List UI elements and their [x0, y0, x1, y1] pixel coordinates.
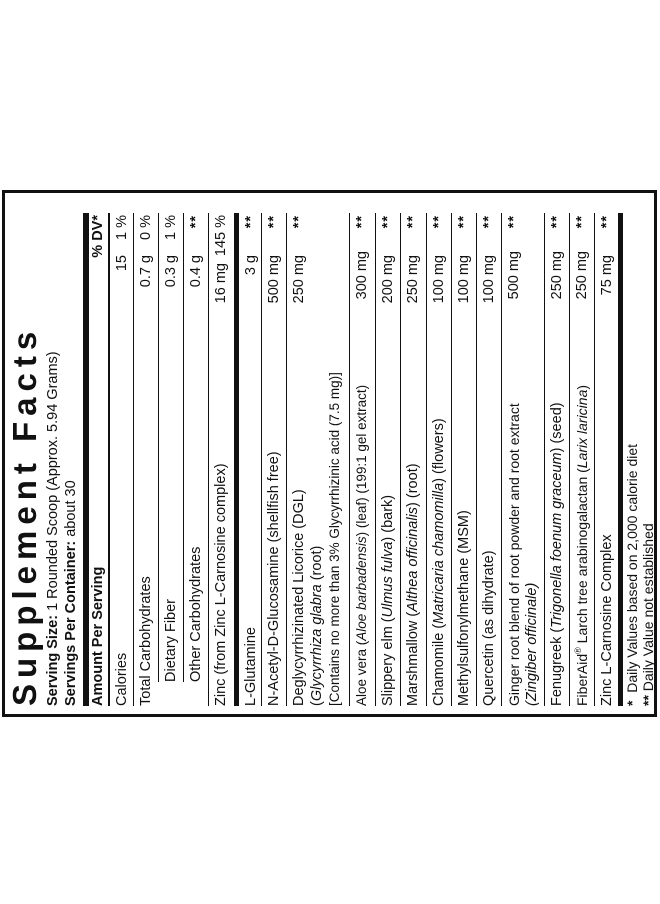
row-name: N-Acetyl-D-Glucosamine (shellfish free) [266, 451, 282, 706]
row-dv: ** [243, 215, 259, 229]
table-row [477, 213, 501, 706]
row-name-line2: (Zingiber officinale) [524, 582, 540, 706]
row-dv: 1 % [163, 215, 179, 240]
row-amount: 250 mg [405, 255, 421, 304]
row-dv: 145 % [213, 215, 229, 257]
row-name: Slippery elm (Ulmus fulva) (bark) [380, 494, 396, 706]
row-name: Aloe vera (Aloe barbadensis) (leaf) (199:1 gel extract) [354, 384, 369, 706]
table-row [502, 213, 544, 706]
row-name: Zinc (from Zinc L-Carnosine complex) [213, 463, 229, 706]
table-header [89, 213, 107, 706]
latin-name: Larix laricina [574, 389, 590, 469]
row-dv: ** [574, 215, 590, 229]
table-row [545, 213, 569, 706]
row-amount: 75 mg [599, 255, 615, 296]
table-row [262, 213, 286, 706]
row-amount: 500 mg [266, 255, 282, 304]
row-name: Calories [114, 652, 130, 706]
row-dv: ** [380, 215, 396, 229]
table-row [350, 213, 375, 706]
row-amount: 250 mg [549, 251, 565, 300]
row-name: L-Glutamine [243, 627, 259, 706]
footnote-not-established: ** Daily Value not established [640, 523, 656, 706]
latin-name: Ulmus fulva [380, 541, 396, 618]
row-name: Total Carbohydrates [138, 576, 154, 706]
latin-name: Matricaria chamomilla [431, 482, 447, 624]
amount-per-serving-header: Amount Per Serving [90, 566, 106, 706]
row-name: Quercetin (as dihydrate) [481, 550, 497, 706]
table-row [287, 213, 349, 706]
latin-name: Althea officinalis [405, 506, 421, 612]
serving-size-value: 1 Rounded Scoop (Approx. 5.94 Grams) [45, 351, 61, 611]
row-name-line3: [Contains no more than 3% Glycyrrhizinic acid (7.5 mg)] [327, 372, 342, 706]
row-dv: ** [456, 215, 472, 229]
row-name: Fenugreek (Trigonella foenum graceum) (seed) [549, 402, 565, 706]
row-amount: 3 g [243, 255, 259, 276]
latin-name: Trigonella foenum graceum [549, 452, 565, 628]
row-amount: 250 mg [291, 255, 307, 304]
row-amount: 200 mg [380, 255, 396, 304]
row-dv: 1 % [114, 215, 130, 240]
table-row [570, 213, 594, 706]
row-amount: 15 [114, 255, 130, 272]
dv-header: % DV* [90, 215, 106, 258]
table-row [595, 213, 618, 706]
row-name: Marshmallow (Althea officinalis) (root) [405, 463, 421, 706]
row-dv: ** [481, 215, 497, 229]
servings-per-container [63, 480, 80, 706]
row-name: Zinc L-Carnosine Complex [599, 534, 615, 706]
row-name: Dietary Fiber [163, 599, 179, 682]
table-row [452, 213, 476, 706]
table-row [209, 213, 234, 706]
row-dv: ** [266, 215, 282, 229]
row-name: Ginger root blend of root powder and root extract [506, 403, 522, 706]
row-amount: 100 mg [481, 255, 497, 304]
registered-mark: ® [573, 647, 583, 654]
row-dv: ** [405, 215, 421, 229]
table-row [401, 213, 426, 706]
table-row [427, 213, 451, 706]
row-dv: ** [506, 215, 522, 229]
table-row [159, 213, 183, 706]
row-name: Methylsulfonylmethane (MSM) [456, 510, 472, 706]
table-row [110, 213, 133, 706]
row-dv: ** [354, 215, 370, 229]
supplement-facts-panel [2, 190, 657, 717]
servings-per-container-label: Servings Per Container: [63, 540, 79, 706]
row-dv: ** [599, 215, 615, 229]
row-amount: 100 mg [431, 255, 447, 304]
table-row [376, 213, 400, 706]
row-amount: 100 mg [456, 255, 472, 304]
row-amount: 250 mg [574, 251, 590, 300]
row-amount: 0.4 g [188, 255, 204, 288]
row-amount: 500 mg [506, 251, 522, 300]
rotated-label-content [5, 193, 654, 714]
row-dv: 0 % [138, 215, 154, 240]
row-name-line2: (Glycyrrhiza glabra (root) [309, 545, 325, 706]
row-dv: ** [188, 215, 204, 229]
row-dv: ** [431, 215, 447, 229]
servings-per-container-value: about 30 [63, 480, 79, 537]
row-dv: ** [549, 215, 565, 229]
row-name: FiberAid® Larch tree arabinogalactan (Larix laricina) [573, 384, 590, 706]
row-amount: 0.3 g [163, 255, 179, 288]
serving-size [45, 351, 62, 706]
footnote-daily-value: * Daily Values based on 2,000 calorie diet [624, 443, 640, 706]
row-name: Chamomile (Matricaria chamomilla) (flowers) [431, 418, 447, 706]
thick-divider [618, 213, 623, 706]
row-amount: 0.7 g [138, 255, 154, 288]
row-dv: ** [291, 215, 307, 229]
serving-size-label: Serving Size: [45, 614, 61, 706]
row-name: Deglycyrrhizinated Licorice (DGL) [291, 489, 307, 706]
latin-name: Glycyrrhiza glabra [309, 584, 325, 702]
row-amount: 16 mg [213, 263, 229, 304]
row-name: Other Carbohydrates [188, 546, 204, 682]
latin-name: Aloe barbadensis [354, 536, 369, 641]
table-row [239, 213, 261, 706]
row-amount: 300 mg [354, 251, 370, 300]
table-row [184, 213, 208, 706]
table-row [134, 213, 158, 706]
panel-title: Supplement Facts [6, 325, 43, 706]
